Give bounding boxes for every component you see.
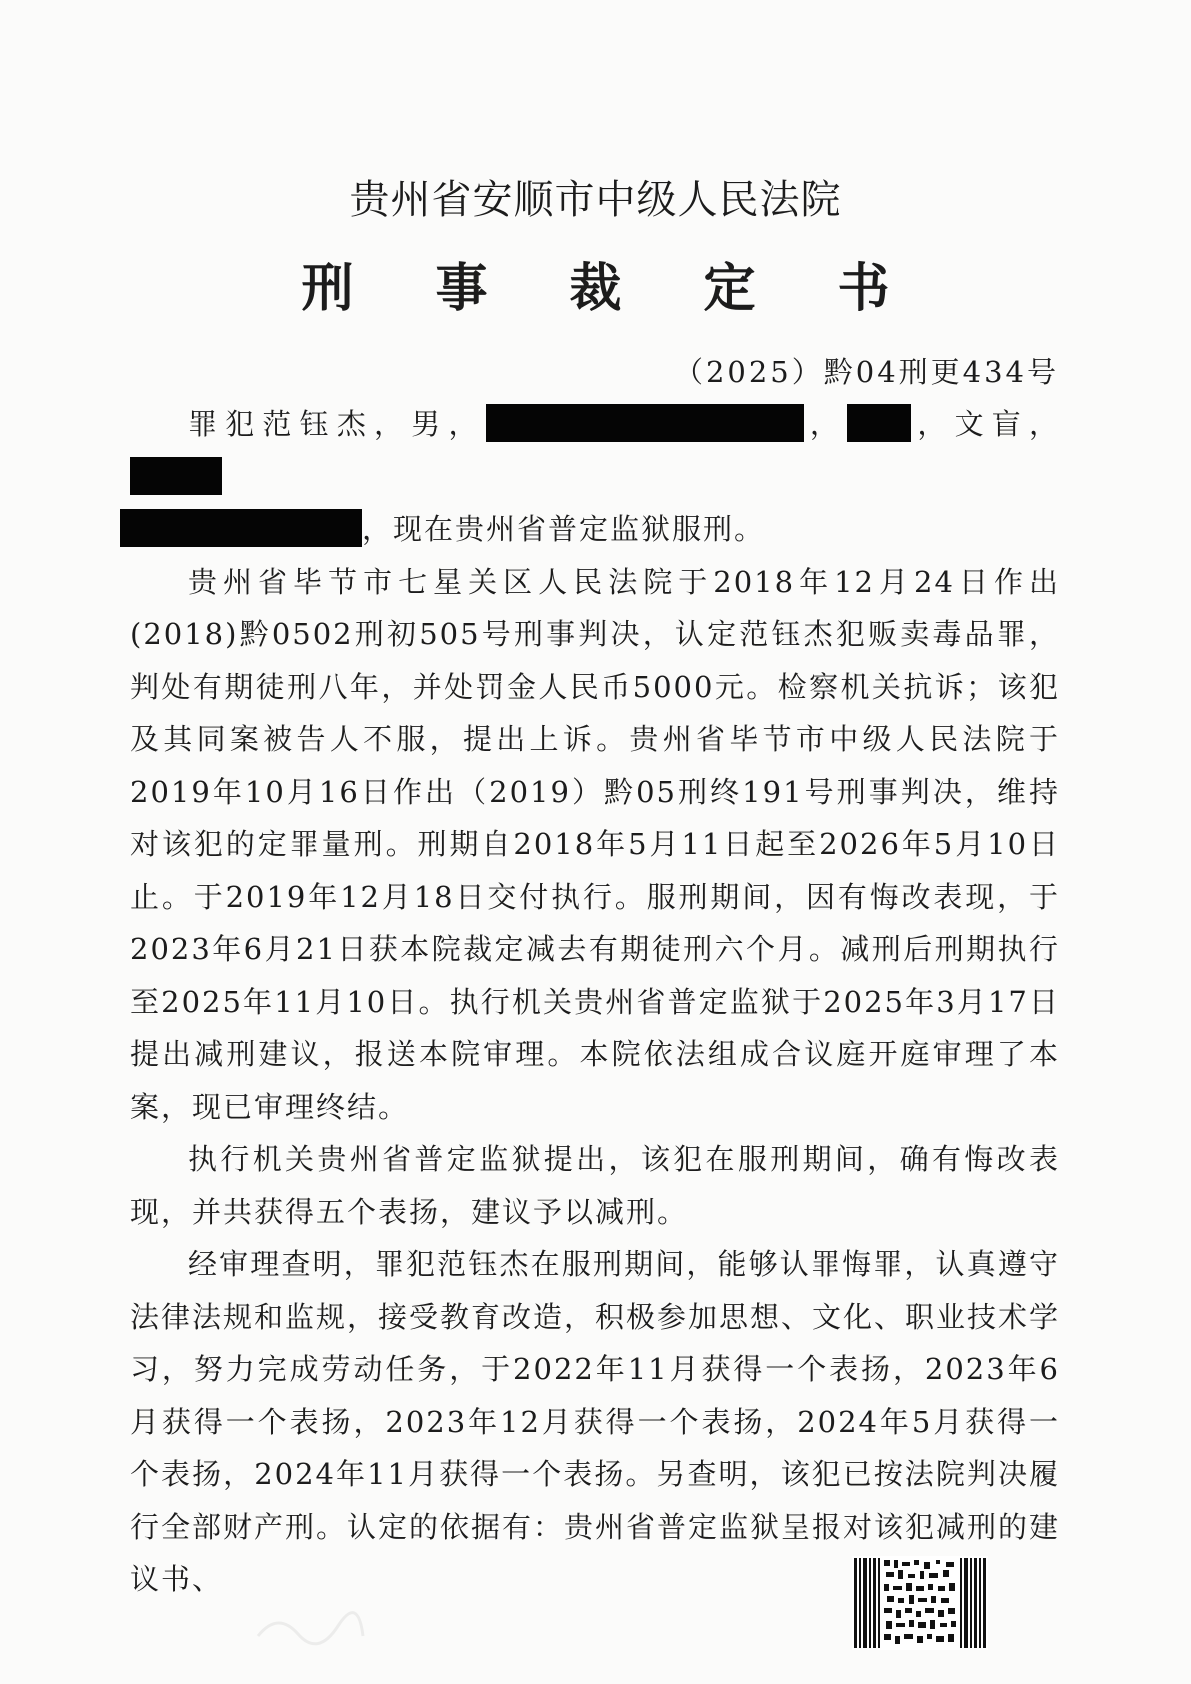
title-char: 事 [435, 259, 488, 319]
court-name: 贵州省安顺市中级人民法院 [349, 177, 842, 223]
redaction-box [120, 509, 362, 547]
title-char: 裁 [569, 259, 622, 319]
education-text: ，文盲， [911, 407, 1060, 441]
redaction-box [486, 404, 804, 442]
case-number: （2025）黔04刑更434号 [673, 355, 1059, 389]
defendant-intro: 罪犯范钰杰，男， [188, 407, 486, 441]
body-text [130, 398, 1060, 1606]
qr-barcode-icon [852, 1556, 988, 1650]
paragraph-case-history: 贵州省毕节市七星关区人民法院于2018年12月24日作出(2018)黔0502刑初505号刑事判决，认定范钰杰犯贩卖毒品罪，判处有期徒刑八年，并处罚金人民币5000元。检察机关抗诉；该犯及其同案被告人不服，提出上诉。贵州省毕节市中级人民法院于2019年10月16日作出（2019）黔05刑终191号刑事判决，维持对该犯的定罪量刑。刑期自2018年5月11日起至2026年5月10日止。于2019年12月18日交付执行。服刑期间，因有悔改表现，于2023年6月21日获本院裁定减去有期徒刑六个月。减刑后刑期执行至2025年11月10日。执行机关贵州省普定监狱于2025年3月17日提出减刑建议，报送本院审理。本院依法组成合议庭开庭审理了本案，现已审理终结。 [130, 564, 1060, 1124]
title-char: 书 [837, 259, 890, 319]
document-title [0, 246, 1191, 321]
prison-location: ，现在贵州省普定监狱服刑。 [362, 512, 766, 546]
redaction-box [847, 404, 911, 442]
paragraph-defendant-info [130, 398, 1060, 556]
paragraph-prison-proposal: 执行机关贵州省普定监狱提出，该犯在服刑期间，确有悔改表现，并共获得五个表扬，建议予以减刑。 [130, 1142, 1060, 1229]
separator: ， [803, 407, 848, 441]
redaction-box [130, 457, 222, 495]
title-char: 定 [703, 259, 756, 319]
faint-watermark-icon [248, 1606, 368, 1646]
title-char: 刑 [301, 259, 354, 319]
paragraph-findings: 经审理查明，罪犯范钰杰在服刑期间，能够认罪悔罪，认真遵守法律法规和监规，接受教育改造，积极参加思想、文化、职业技术学习，努力完成劳动任务，于2022年11月获得一个表扬，2023年6月获得一个表扬，2023年12月获得一个表扬，2024年5月获得一个表扬，2024年11月获得一个表扬。另查明，该犯已按法院判决履行全部财产刑。认定的依据有：贵州省普定监狱呈报对该犯减刑的建议书、 [130, 1247, 1061, 1596]
